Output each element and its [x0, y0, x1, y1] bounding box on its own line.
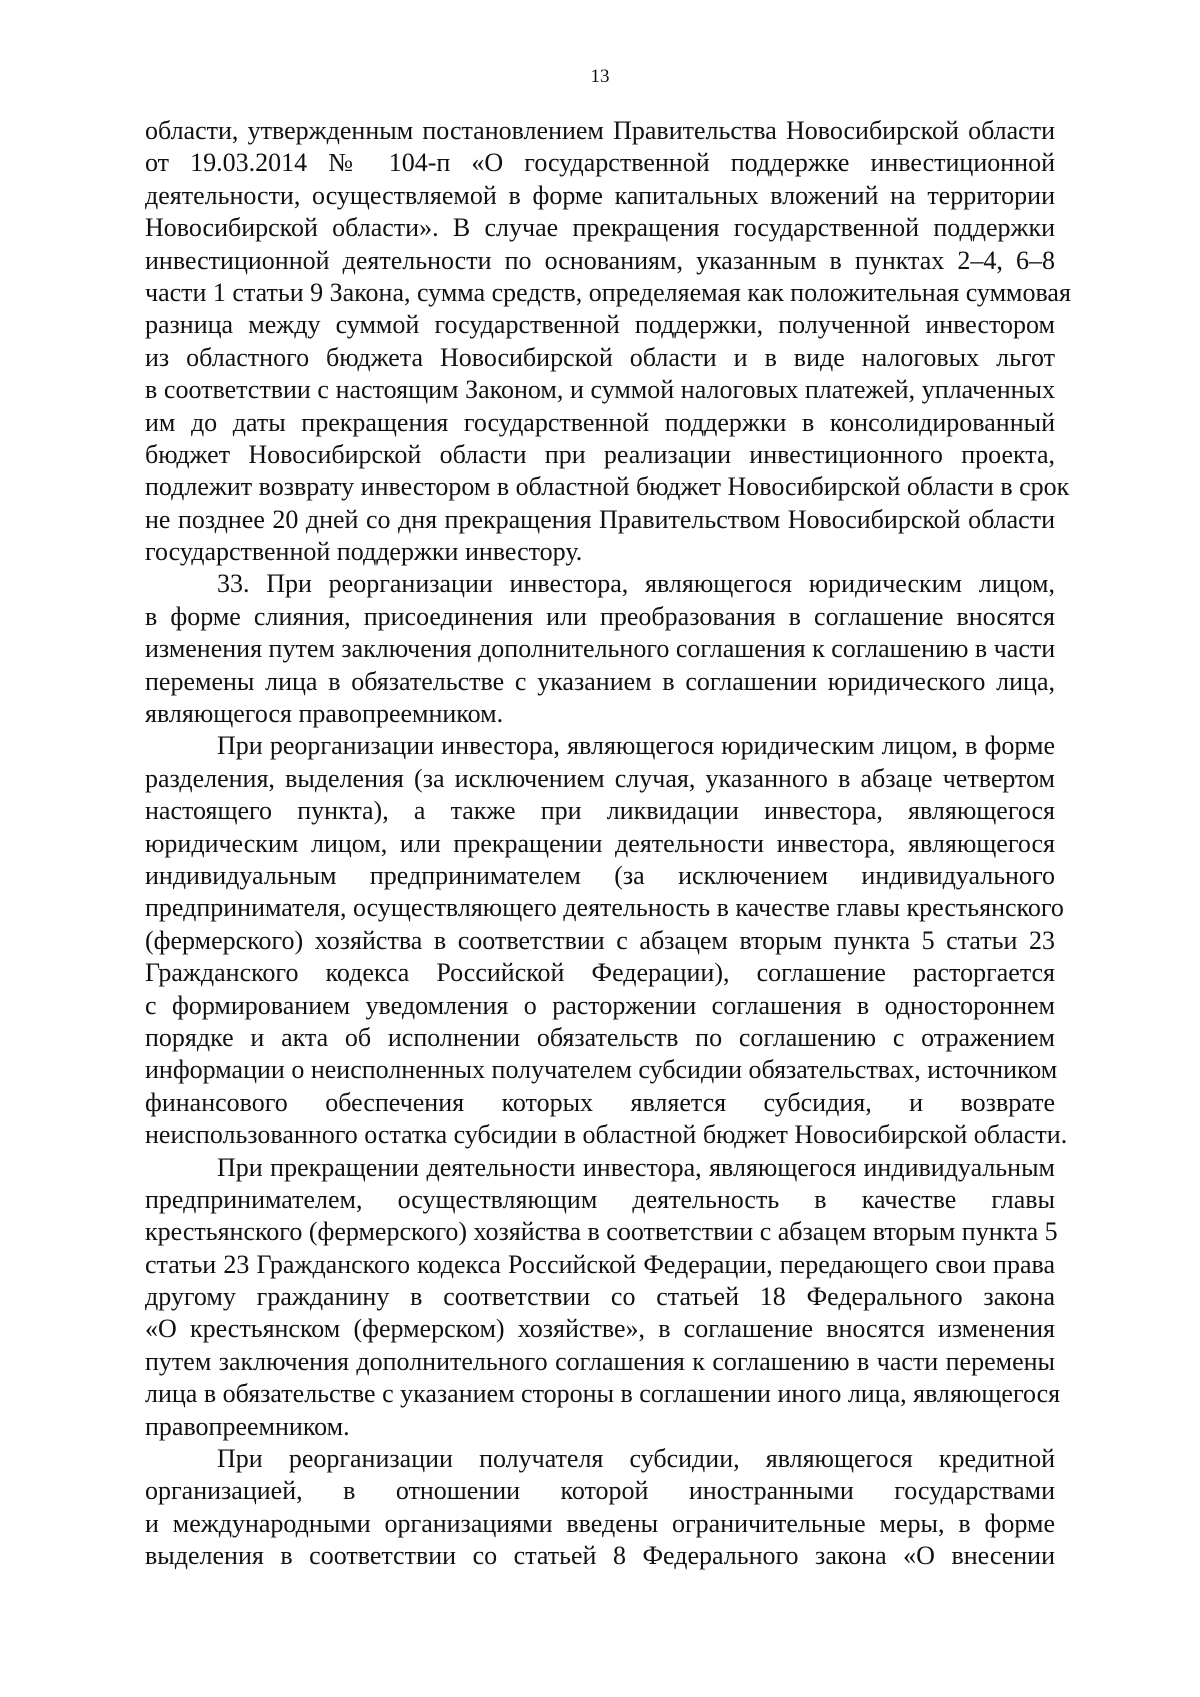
document-line: индивидуальным предпринимателем (за исключением индивидуального	[145, 860, 1055, 890]
document-line: Новосибирской области». В случае прекращения государственной поддержки	[145, 213, 1055, 243]
document-line: (фермерского) хозяйства в соответствии с абзацем вторым пункта 5 статьи 23	[145, 925, 1055, 955]
document-line: путем заключения дополнительного соглашения к соглашению в части перемены	[145, 1346, 1055, 1376]
document-line: предпринимателем, осуществляющим деятельность в качестве главы	[145, 1184, 1055, 1214]
document-line: Гражданского кодекса Российской Федерации), соглашение расторгается	[145, 958, 1055, 988]
document-line: статьи 23 Гражданского кодекса Российской Федерации, передающего свои права	[145, 1249, 1055, 1279]
document-line: им до даты прекращения государственной поддержки в консолидированный	[145, 407, 1055, 437]
document-line: При реорганизации инвестора, являющегося юридическим лицом, в форме	[217, 731, 1055, 761]
document-line: являющегося правопреемником.	[145, 699, 504, 729]
document-line: от 19.03.2014 № 104-п «О государственной поддержке инвестиционной	[145, 148, 1055, 178]
document-body-text	[145, 115, 1071, 1573]
document-line: крестьянского (фермерского) хозяйства в соответствии с абзацем вторым пункта 5	[145, 1217, 1058, 1247]
document-line: с формированием уведомления о расторжении соглашения в одностороннем	[145, 990, 1055, 1020]
document-line: 33. При реорганизации инвестора, являющегося юридическим лицом,	[217, 569, 1055, 599]
document-line: деятельности, осуществляемой в форме капитальных вложений на территории	[145, 180, 1055, 210]
document-line: из областного бюджета Новосибирской области и в виде налоговых льгот	[145, 342, 1055, 372]
document-line: в соответствии с настоящим Законом, и суммой налоговых платежей, уплаченных	[145, 375, 1055, 405]
document-line: перемены лица в обязательстве с указанием в соглашении юридического лица,	[145, 666, 1055, 696]
document-line: предпринимателя, осуществляющего деятельность в качестве главы крестьянского	[145, 893, 1064, 923]
document-line: настоящего пункта), а также при ликвидации инвестора, являющегося	[145, 796, 1055, 826]
document-line: бюджет Новосибирской области при реализации инвестиционного проекта,	[145, 439, 1055, 469]
document-line: При реорганизации получателя субсидии, являющегося кредитной	[217, 1444, 1055, 1474]
document-line: неиспользованного остатка субсидии в областной бюджет Новосибирской области.	[145, 1120, 1068, 1150]
document-line: При прекращении деятельности инвестора, являющегося индивидуальным	[217, 1152, 1055, 1182]
document-line: информации о неисполненных получателем субсидии обязательствах, источником	[145, 1055, 1058, 1085]
document-line: разделения, выделения (за исключением случая, указанного в абзаце четвертом	[145, 763, 1055, 793]
document-line: области, утвержденным постановлением Правительства Новосибирской области	[145, 116, 1055, 145]
document-line: юридическим лицом, или прекращении деятельности инвестора, являющегося	[145, 828, 1055, 858]
document-line: изменения путем заключения дополнительного соглашения к соглашению в части	[145, 634, 1056, 664]
document-line: государственной поддержки инвестору.	[145, 537, 583, 567]
document-line: порядке и акта об исполнении обязательств по соглашению с отражением	[145, 1022, 1055, 1052]
document-line: разница между суммой государственной поддержки, полученной инвестором	[145, 310, 1055, 340]
document-line: «О крестьянском (фермерском) хозяйстве», в соглашение вносятся изменения	[145, 1314, 1055, 1344]
document-line: части 1 статьи 9 Закона, сумма средств, определяемая как положительная суммовая	[145, 277, 1071, 307]
document-line: подлежит возврату инвестором в областной бюджет Новосибирской области в срок	[145, 472, 1070, 502]
document-line: выделения в соответствии со статьей 8 Федерального закона «О внесении	[145, 1541, 1055, 1571]
document-line: и международными организациями введены ограничительные меры, в форме	[145, 1508, 1055, 1538]
document-line: другому гражданину в соответствии со статьей 18 Федерального закона	[145, 1282, 1055, 1312]
document-line: финансового обеспечения которых является субсидия, и возврате	[145, 1087, 1055, 1117]
document-line: правопреемником.	[145, 1411, 350, 1441]
page-number: 13	[590, 66, 610, 87]
document-line: лица в обязательстве с указанием стороны в соглашении иного лица, являющегося	[145, 1379, 1061, 1409]
document-line: инвестиционной деятельности по основаниям, указанным в пунктах 2–4, 6–8	[145, 245, 1055, 275]
document-line: в форме слияния, присоединения или преобразования в соглашение вносятся	[145, 601, 1055, 631]
document-line: организацией, в отношении которой иностранными государствами	[145, 1476, 1055, 1506]
document-line: не позднее 20 дней со дня прекращения Правительством Новосибирской области	[145, 504, 1055, 534]
